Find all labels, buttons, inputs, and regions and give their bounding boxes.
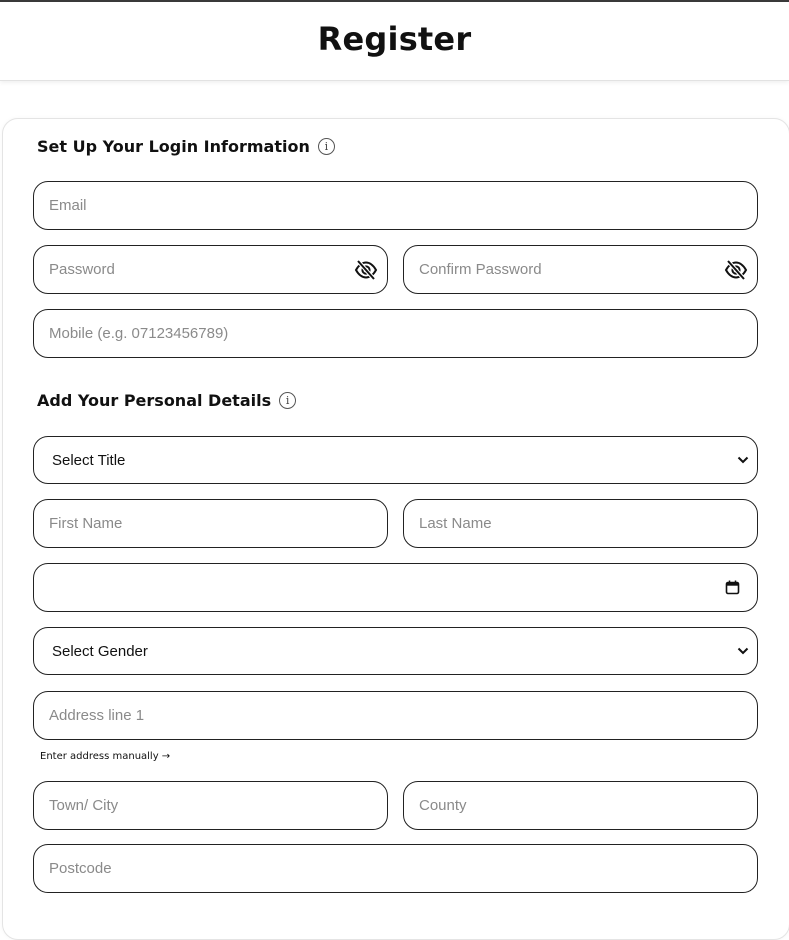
address-line1-field[interactable] — [33, 691, 758, 740]
confirm-password-input[interactable] — [404, 246, 757, 293]
enter-address-manually-link[interactable]: Enter address manually → — [40, 751, 171, 762]
password-input[interactable] — [34, 246, 387, 293]
login-section-title-text: Set Up Your Login Information — [37, 137, 310, 156]
personal-section-title-text: Add Your Personal Details — [37, 391, 272, 410]
county-field[interactable] — [403, 781, 758, 830]
address-line1-input[interactable] — [34, 692, 757, 739]
postcode-field[interactable] — [33, 844, 758, 893]
login-section-title — [37, 137, 335, 156]
personal-section-title — [37, 391, 296, 410]
page-header — [0, 2, 789, 81]
chevron-down-icon — [735, 643, 751, 659]
first-name-input[interactable] — [34, 500, 387, 547]
first-name-field[interactable] — [33, 499, 388, 548]
info-icon[interactable]: i — [318, 138, 335, 155]
page-title: Register — [317, 20, 472, 58]
eye-slash-icon[interactable] — [724, 259, 748, 281]
last-name-input[interactable] — [404, 500, 757, 547]
email-input[interactable] — [34, 182, 757, 229]
chevron-down-icon — [735, 452, 751, 468]
county-input[interactable] — [404, 782, 757, 829]
mobile-input[interactable] — [34, 310, 757, 357]
gender-select-value: Select Gender — [52, 642, 148, 660]
mobile-field[interactable] — [33, 309, 758, 358]
postcode-input[interactable] — [34, 845, 757, 892]
town-city-input[interactable] — [34, 782, 387, 829]
date-of-birth-field[interactable] — [33, 563, 758, 612]
last-name-field[interactable] — [403, 499, 758, 548]
confirm-password-field[interactable] — [403, 245, 758, 294]
town-city-field[interactable] — [33, 781, 388, 830]
password-field[interactable] — [33, 245, 388, 294]
info-icon[interactable]: i — [279, 392, 296, 409]
eye-slash-icon[interactable] — [354, 259, 378, 281]
title-select-value: Select Title — [52, 451, 126, 469]
title-select[interactable] — [33, 436, 758, 484]
gender-select[interactable] — [33, 627, 758, 675]
calendar-icon[interactable] — [725, 580, 740, 595]
email-field[interactable] — [33, 181, 758, 230]
